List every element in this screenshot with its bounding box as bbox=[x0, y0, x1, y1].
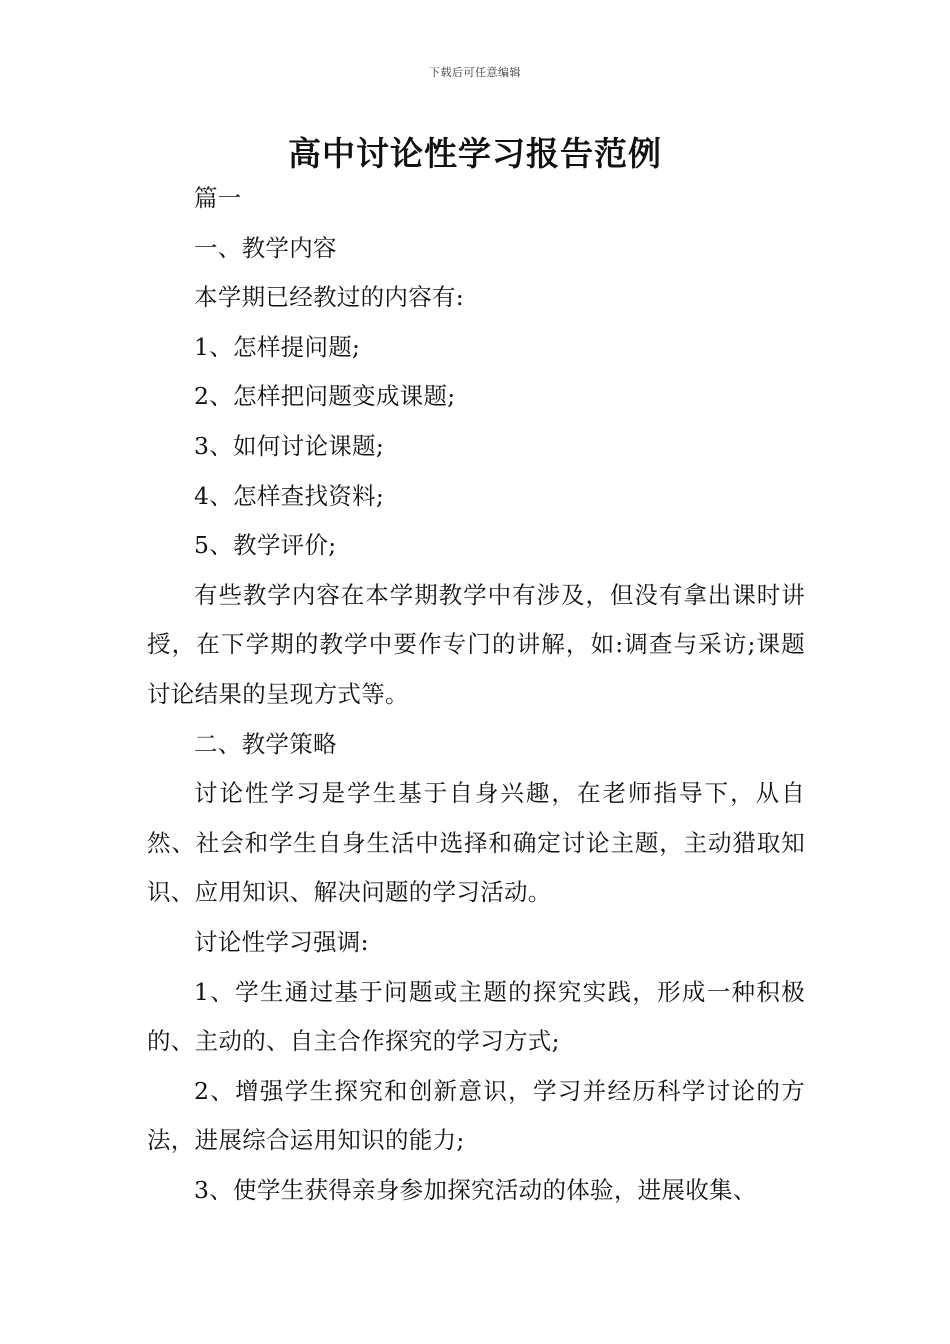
paragraph: 讨论性学习是学生基于自身兴趣，在老师指导下，从自然、社会和学生自身生活中选择和确定讨论主题，主动猎取知识、应用知识、解决问题的学习活动。 bbox=[147, 779, 805, 907]
list-item: 1、学生通过基于问题或主题的探究实践，形成一种积极的、主动的、自主合作探究的学习方式; bbox=[147, 977, 805, 1056]
list-item: 2、增强学生探究和创新意识，学习并经历科学讨论的方法，进展综合运用知识的能力; bbox=[147, 1076, 805, 1155]
document-body bbox=[147, 174, 805, 1215]
list-item: 4、怎样查找资料; bbox=[194, 481, 385, 510]
header-note: 下载后可任意编辑 bbox=[429, 66, 521, 79]
section-heading: 一、教学内容 bbox=[194, 233, 337, 262]
paragraph: 讨论性学习强调: bbox=[194, 927, 369, 956]
list-item: 5、教学评价; bbox=[194, 531, 337, 560]
list-item: 2、怎样把问题变成课题; bbox=[194, 382, 456, 411]
list-item: 3、如何讨论课题; bbox=[194, 431, 385, 460]
section-heading: 二、教学策略 bbox=[194, 729, 337, 758]
paragraph: 本学期已经教过的内容有: bbox=[194, 283, 465, 312]
paragraph: 有些教学内容在本学期教学中有涉及，但没有拿出课时讲授，在下学期的教学中要作专门的讲解，如:调查与采访;课题讨论结果的呈现方式等。 bbox=[147, 580, 805, 708]
list-item: 3、使学生获得亲身参加探究活动的体验，进展收集、 bbox=[194, 1175, 757, 1204]
list-item: 1、怎样提问题; bbox=[194, 332, 361, 361]
section-label: 篇一 bbox=[194, 184, 242, 212]
document-title: 高中讨论性学习报告范例 bbox=[288, 134, 662, 173]
